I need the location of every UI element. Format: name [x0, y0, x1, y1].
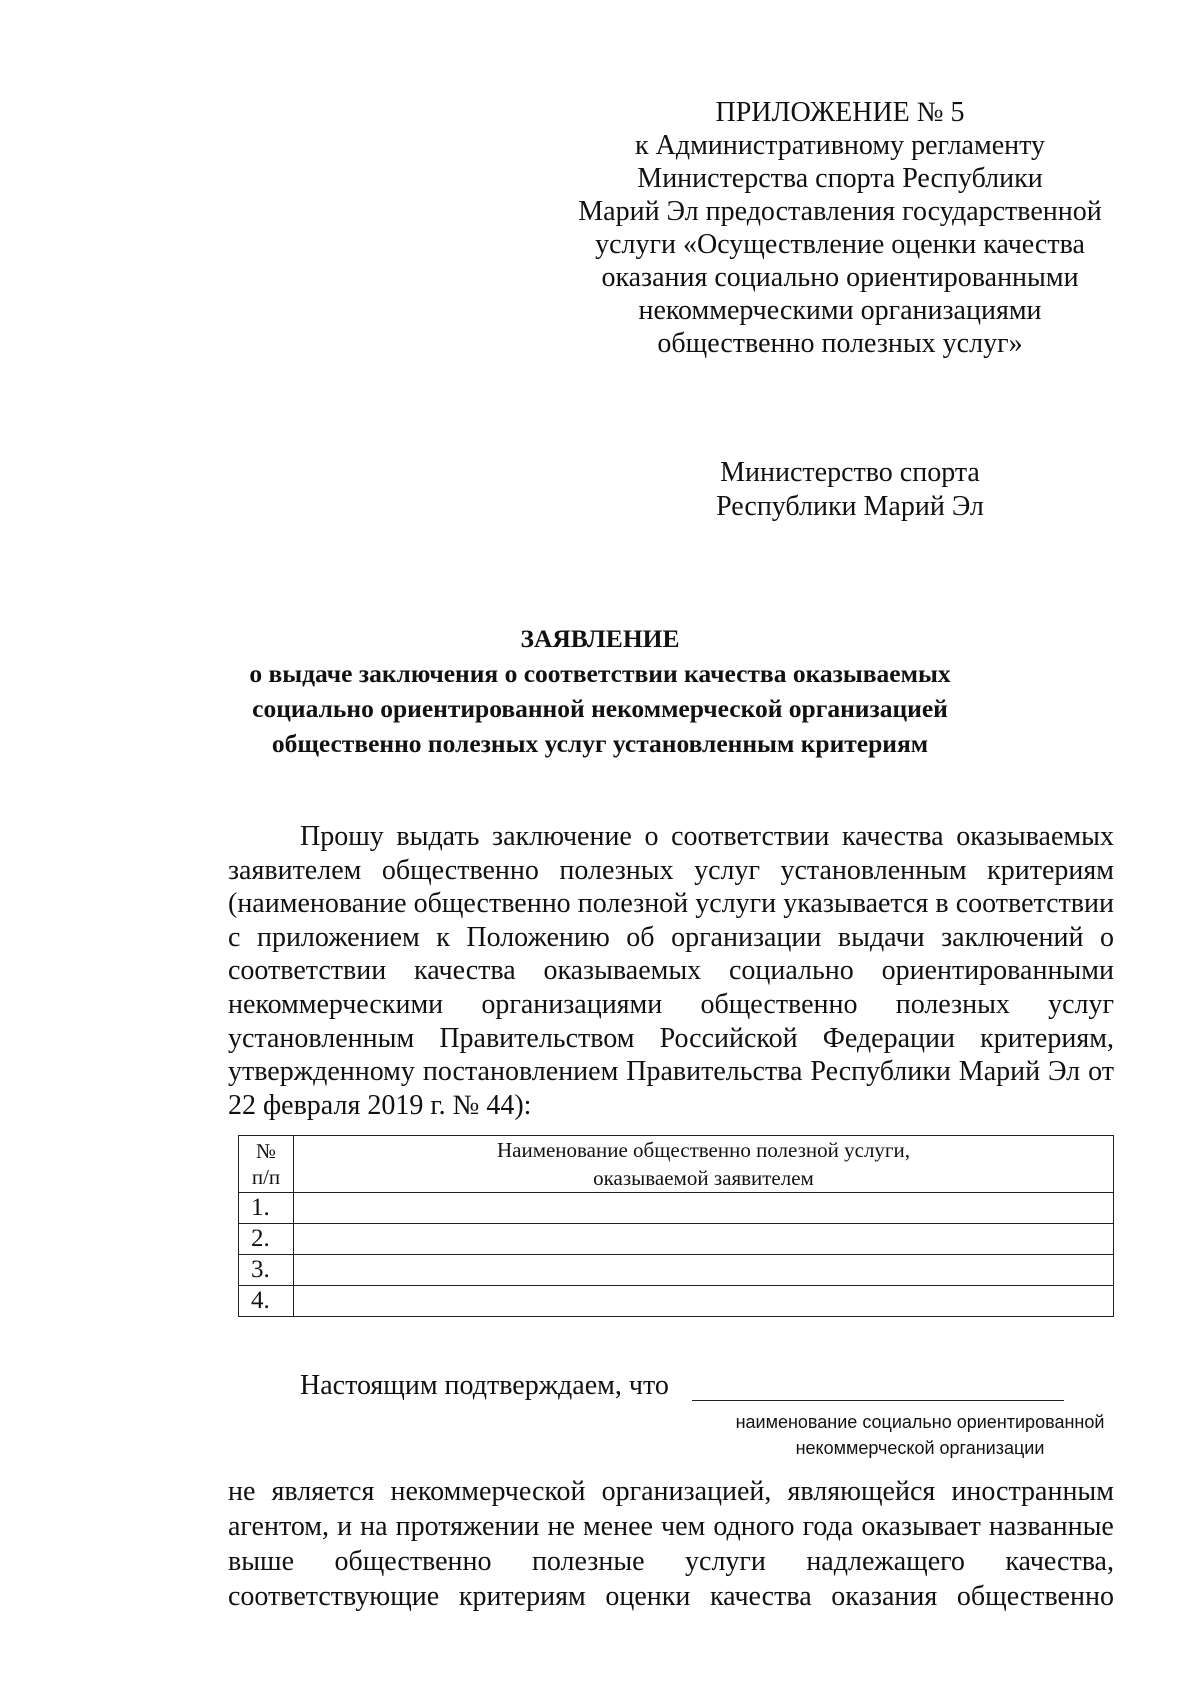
word: Российской	[659, 1022, 798, 1054]
word: года	[802, 1511, 854, 1542]
service-name-cell[interactable]	[294, 1286, 1114, 1317]
title-line: о выдаче заключения о соответствии качества оказываемых	[249, 659, 951, 688]
word: выдать	[396, 821, 480, 852]
column-header-service-name: Наименование общественно полезной услуги, оказываемой заявителем	[294, 1136, 1114, 1193]
paragraph-line	[228, 954, 1114, 988]
word: услуг	[694, 854, 760, 886]
word: 22 февраля 2019 г. № 44):	[228, 1089, 532, 1121]
appendix-line: оказания социально ориентированными	[601, 262, 1079, 293]
word: некоммерческой	[390, 1476, 586, 1507]
word: критериям	[458, 1581, 586, 1612]
word: одного	[713, 1511, 795, 1542]
word: заключение	[492, 821, 632, 852]
word: полезных	[559, 854, 674, 886]
word: некоммерческими	[228, 988, 444, 1020]
service-name-cell[interactable]	[294, 1224, 1114, 1255]
table-row	[239, 1224, 1114, 1255]
word: указывается	[783, 888, 929, 920]
paragraph-line	[228, 1509, 1114, 1544]
word: менее	[582, 1511, 653, 1542]
word: качества	[414, 955, 516, 987]
word: о	[1099, 921, 1114, 953]
document-title	[200, 621, 1000, 761]
word: организацией,	[601, 1476, 772, 1507]
word: с	[228, 921, 241, 953]
word: о	[644, 821, 659, 852]
word: услуги	[685, 1546, 766, 1577]
word: ориентированными	[881, 955, 1114, 987]
appendix-line: общественно полезных услуг»	[657, 328, 1023, 359]
paragraph-line	[228, 1022, 1114, 1056]
word: к	[436, 921, 450, 953]
word: установленным	[780, 854, 967, 886]
word: протяжении	[395, 1511, 540, 1542]
word: постановлением	[422, 1056, 619, 1088]
word: Прошу	[300, 821, 384, 852]
title-line: общественно полезных услуг установленным критериям	[271, 729, 929, 758]
appendix-line: услуги «Осуществление оценки качества	[595, 229, 1085, 260]
paragraph-line	[228, 1579, 1114, 1614]
word: качества	[841, 821, 944, 852]
word: утвержденному	[228, 1056, 415, 1088]
word: приложением	[256, 921, 420, 953]
word: критериям	[987, 854, 1114, 886]
title-line: социально ориентированной некоммерческой организацией	[252, 694, 948, 723]
word: услуг	[1048, 988, 1114, 1020]
word: общественно	[956, 1581, 1114, 1612]
word: оценки	[605, 1581, 691, 1612]
row-number: 4.	[239, 1286, 294, 1317]
word: оказывает	[861, 1511, 981, 1542]
word: агентом,	[228, 1511, 330, 1542]
word: качества	[709, 1581, 812, 1612]
word: общественно	[700, 988, 858, 1020]
word: полезной	[577, 888, 689, 920]
row-number: 1.	[239, 1193, 294, 1224]
word: чем	[661, 1511, 706, 1542]
word: названные	[988, 1511, 1114, 1542]
word: иностранным	[951, 1476, 1114, 1507]
addressee-line: Министерство спорта	[720, 457, 980, 488]
paragraph-line	[228, 921, 1114, 955]
addressee-block	[700, 456, 1000, 524]
service-name-cell[interactable]	[294, 1255, 1114, 1286]
appendix-line: Министерства спорта Республики	[637, 163, 1043, 194]
closing-paragraph	[228, 1474, 1114, 1614]
paragraph-line	[228, 854, 1114, 888]
word: полезных	[895, 988, 1010, 1020]
word: являющейся	[787, 1476, 936, 1507]
word: Федерации	[822, 1022, 955, 1054]
word: и	[337, 1511, 353, 1542]
word: оказываемых	[956, 821, 1114, 852]
word: соответствующие	[228, 1581, 440, 1612]
word: соответствии	[671, 821, 830, 852]
appendix-line: некоммерческими организациями	[638, 295, 1042, 326]
word: (наименование	[228, 888, 407, 920]
appendix-header	[560, 96, 1120, 360]
word: Правительства	[626, 1056, 803, 1088]
word: от	[1088, 1056, 1114, 1088]
word: соответствии	[955, 888, 1114, 920]
service-name-cell[interactable]	[294, 1193, 1114, 1224]
word: общественно	[334, 1546, 492, 1577]
table-row	[239, 1255, 1114, 1286]
word: установленным	[228, 1022, 415, 1054]
word: выдачи	[837, 921, 925, 953]
word: общественно	[381, 854, 539, 886]
word: социально	[728, 955, 854, 987]
word: качества,	[1005, 1546, 1114, 1577]
word: организациями	[481, 988, 663, 1020]
paragraph-line	[228, 887, 1114, 921]
paragraph-line	[228, 1089, 1114, 1123]
title-heading: ЗАЯВЛЕНИЕ	[520, 624, 680, 653]
word: Эл	[1048, 1056, 1081, 1088]
word: заключений	[941, 921, 1084, 953]
word: не	[547, 1511, 575, 1542]
word: заявителем	[228, 854, 362, 886]
word: оказания	[831, 1581, 938, 1612]
appendix-line: к Административному регламенту	[635, 130, 1045, 161]
paragraph-line	[228, 1055, 1114, 1089]
table-header-row	[239, 1136, 1114, 1193]
word: организации	[671, 921, 822, 953]
column-header-number: № п/п	[239, 1136, 294, 1193]
word: на	[360, 1511, 388, 1542]
row-number: 3.	[239, 1255, 294, 1286]
paragraph-line	[228, 1474, 1114, 1509]
word: полезные	[531, 1546, 645, 1577]
word: Республики	[810, 1056, 951, 1088]
word: является	[271, 1476, 375, 1507]
word: об	[626, 921, 655, 953]
paragraph-line	[228, 988, 1114, 1022]
word: Марий	[958, 1056, 1041, 1088]
word: соответствии	[228, 955, 387, 987]
paragraph-line	[228, 1544, 1114, 1579]
word: Правительством	[439, 1022, 635, 1054]
request-paragraph	[228, 820, 1114, 1122]
appendix-line: Марий Эл предоставления государственной	[578, 196, 1102, 227]
word: услуги	[695, 888, 777, 920]
organization-name-field[interactable]	[692, 1400, 1064, 1401]
word: критериям,	[980, 1022, 1114, 1054]
word: надлежащего	[806, 1546, 965, 1577]
services-table	[238, 1135, 1114, 1317]
row-number: 2.	[239, 1224, 294, 1255]
word: оказываемых	[543, 955, 702, 987]
word: не	[228, 1476, 256, 1507]
word: в	[935, 888, 949, 920]
table-row	[239, 1193, 1114, 1224]
appendix-line: ПРИЛОЖЕНИЕ № 5	[715, 97, 965, 128]
addressee-line: Республики Марий Эл	[716, 491, 984, 522]
confirmation-text: Настоящим подтверждаем, что	[300, 1370, 669, 1401]
organization-name-caption: наименование социально ориентированной некоммерческой организации	[735, 1412, 1105, 1458]
paragraph-line	[228, 820, 1114, 854]
word: общественно	[413, 888, 571, 920]
table-row	[239, 1286, 1114, 1317]
word: выше	[228, 1546, 295, 1577]
word: Положению	[466, 921, 610, 953]
